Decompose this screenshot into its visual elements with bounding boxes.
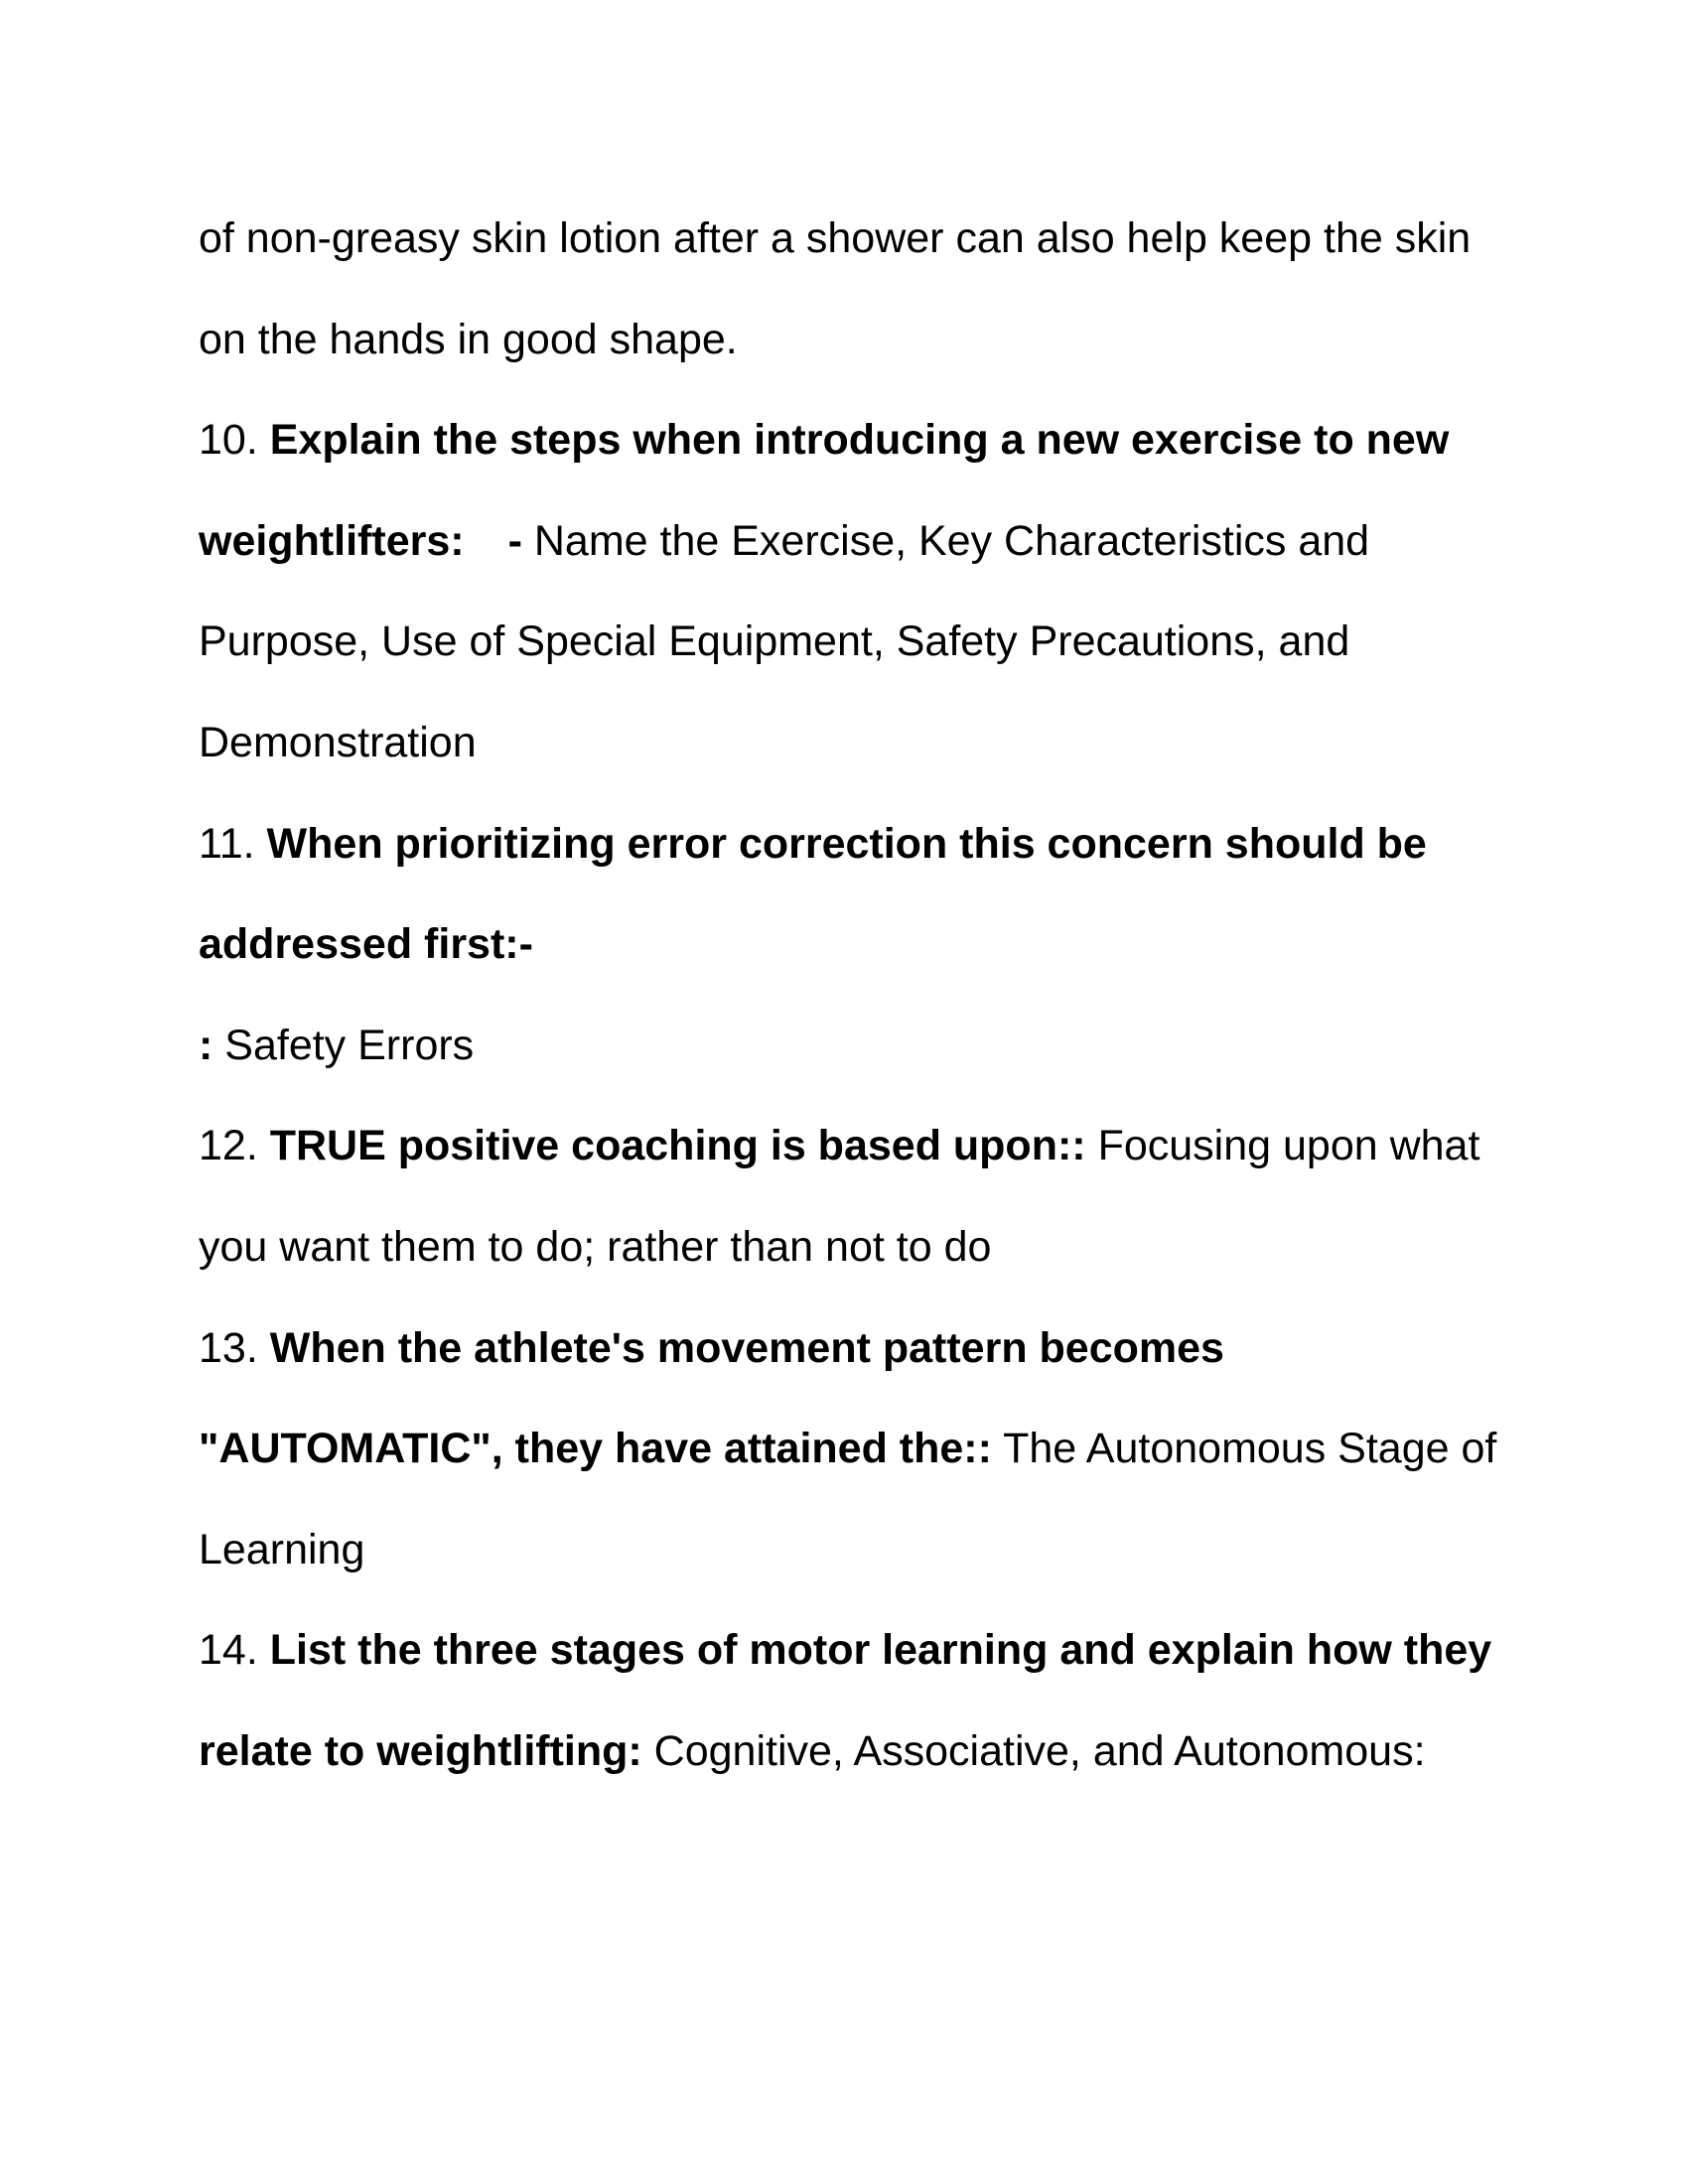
item-question: List the three stages of motor learning and explain how they relate to weightlifting:: [199, 1626, 1492, 1775]
item-answer: Cognitive, Associative, and Autonomous:: [653, 1726, 1426, 1775]
item-question: Explain the steps when introducing a new exercise to new weightlifters:: [199, 416, 1450, 565]
item-separator: -: [507, 516, 522, 565]
item-number: 14.: [199, 1626, 258, 1675]
item-number: 13.: [199, 1323, 258, 1372]
item-question: When prioritizing error correction this concern should be addressed first:-: [199, 819, 1427, 969]
item-number: 12.: [199, 1122, 258, 1170]
item-answer: The Autonomous Stage of Learning: [199, 1425, 1497, 1573]
item-answer: Name the Exercise, Key Characteristics and Purpose, Use of Special Equipment, Safety Precautions, and Demonstration: [199, 516, 1370, 766]
item-answer: Safety Errors: [224, 1021, 475, 1069]
item-13: [199, 1298, 1529, 1601]
item-10: [199, 390, 1529, 793]
item-12: [199, 1096, 1529, 1297]
item-question: TRUE positive coaching is based upon::: [269, 1122, 1086, 1170]
item-question: When the athlete's movement pattern becomes "AUTOMATIC", they have attained the::: [199, 1323, 1224, 1473]
item-11: [199, 794, 1529, 996]
item-answer: Focusing upon what you want them to do; rather than not to do: [199, 1122, 1480, 1271]
item-11-answer-line: [199, 996, 1529, 1097]
document-page: [199, 189, 1529, 1803]
continuation-text: of non-greasy skin lotion after a shower can also help keep the skin on the hands in good shape.: [199, 214, 1472, 363]
item-number: 10.: [199, 416, 258, 465]
answer-prefix: :: [199, 1021, 213, 1069]
item-number: 11.: [199, 819, 255, 868]
item-14: [199, 1600, 1529, 1802]
continuation-paragraph: [199, 189, 1529, 390]
